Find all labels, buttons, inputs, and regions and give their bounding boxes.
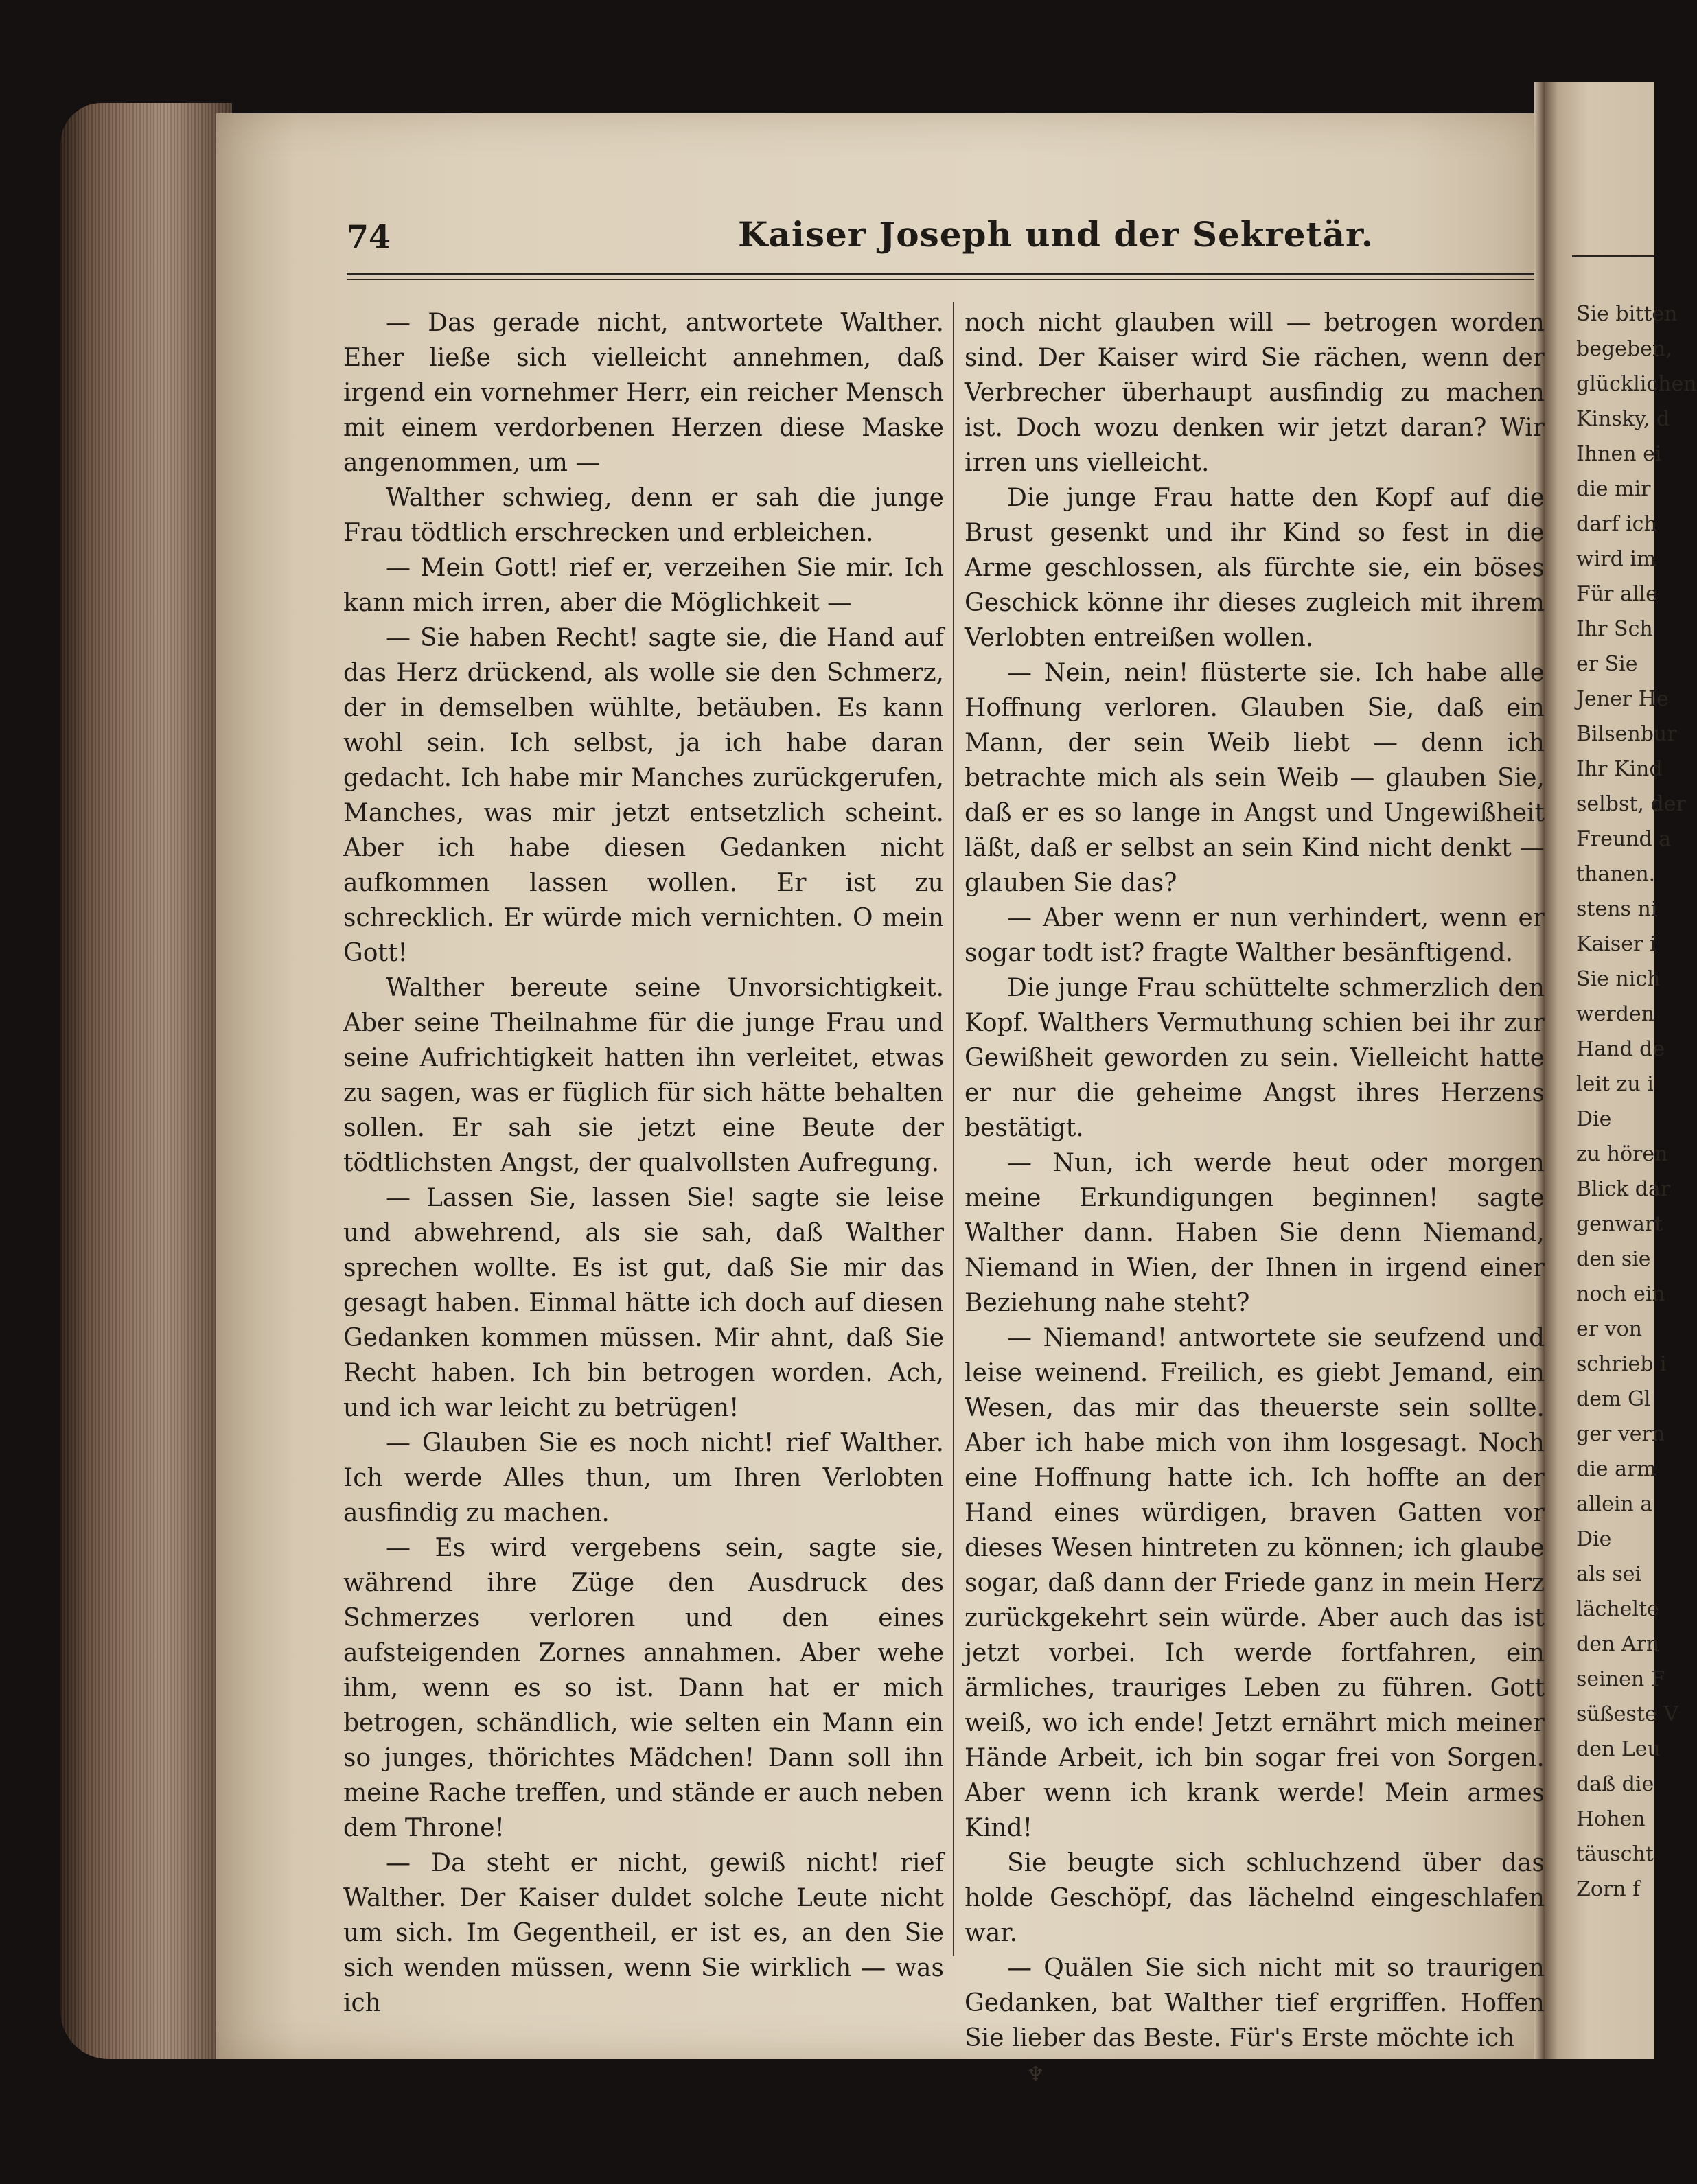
adjacent-page-line: schrieb i bbox=[1576, 1352, 1667, 1376]
adjacent-page-line: als sei bbox=[1576, 1562, 1642, 1586]
running-title: Kaiser Joseph und der Sekretär. bbox=[738, 214, 1374, 255]
paragraph: Walther bereute seine Unvorsichtigkeit. Aber seine Theilnahme für die junge Frau und seine Aufrichtigkeit hatten ihn verleitet, etwas zu sagen, was er füglich für sich hätte behalten sollen. Er sah sie jetzt eine Beute der tödtlichsten Angst, der qualvollsten Aufregung. bbox=[343, 974, 944, 1177]
paragraph: Die junge Frau schüttelte schmerzlich den Kopf. Walthers Vermuthung schien bei ihr zur Gewißheit geworden zu sein. Vielleicht hatte er nur die geheime Angst ihres Herzens bestätigt. bbox=[965, 974, 1545, 1142]
adjacent-page-line: Kaiser i bbox=[1576, 932, 1656, 956]
adjacent-page-line: Kinsky, d bbox=[1576, 407, 1670, 431]
paragraph: noch nicht glauben will — betrogen worden sind. Der Kaiser wird Sie rächen, wenn der Verbrecher überhaupt ausfindig zu machen ist. Doch wozu denken wir jetzt daran? Wir irren uns vielleicht. bbox=[965, 309, 1545, 477]
paragraph: Sie beugte sich schluchzend über das holde Geschöpf, das lächelnd eingeschlafen war. bbox=[965, 1849, 1545, 1947]
paragraph: — Nun, ich werde heut oder morgen meine Erkundigungen beginnen! sagte Walther dann. Haben Sie denn Niemand, Niemand in Wien, der Ihnen in irgend einer Beziehung nahe steht? bbox=[965, 1149, 1545, 1317]
adjacent-page-line: den Leu bbox=[1576, 1737, 1661, 1761]
adjacent-page-line: den Arn bbox=[1576, 1632, 1660, 1656]
adjacent-page-line: wird im bbox=[1576, 547, 1656, 571]
adjacent-page-line: lächelte bbox=[1576, 1597, 1659, 1621]
paragraph: — Aber wenn er nun verhindert, wenn er sogar todt ist? fragte Walther besänftigend. bbox=[965, 904, 1545, 967]
adjacent-page-line: täuscht bbox=[1576, 1842, 1654, 1866]
paragraph: — Mein Gott! rief er, verzeihen Sie mir. Ich kann mich irren, aber die Möglichkeit — bbox=[343, 554, 944, 617]
paragraph: — Es wird vergebens sein, sagte sie, während ihre Züge den Ausdruck des Schmerzes verloren und den eines aufsteigenden Zornes annahmen. Aber wehe ihm, wenn es so ist. Dann hat er mich betrogen, schändlich, wie selten ein Mann ein so junges, thörichtes Mädchen! Dann soll ihn meine Rache treffen, und stände er auch neben dem Throne! bbox=[343, 1534, 944, 1842]
book-page-edges bbox=[60, 103, 232, 2059]
paragraph: — Glauben Sie es noch nicht! rief Walther. Ich werde Alles thun, um Ihren Verlobten ausfindig zu machen. bbox=[343, 1429, 944, 1527]
bottom-mark: ♆ bbox=[1026, 2063, 1045, 2087]
paragraph: Walther schwieg, denn er sah die junge Frau tödtlich erschrecken und erbleichen. bbox=[343, 484, 944, 547]
paragraph: Die junge Frau hatte den Kopf auf die Brust gesenkt und ihr Kind so fest in die Arme geschlossen, als fürchte sie, ein böses Geschick könne ihr dieses zugleich mit ihrem Verlobten entreißen wollen. bbox=[965, 484, 1545, 652]
adjacent-page-line: Hohen bbox=[1576, 1807, 1646, 1831]
adjacent-page-line: Jener He bbox=[1576, 687, 1669, 711]
paragraph: — Niemand! antwortete sie seufzend und leise weinend. Freilich, es giebt Jemand, ein Wesen, das mir das theuerste sein sollte. Aber ich habe mich von ihm losgesagt. Noch eine Hoffnung hatte ich. Ich hoffte an der Hand eines würdigen, braven Gatten vor dieses Wesen hintreten zu können; ich glaube sogar, daß dann der Friede ganz in mein Herz zurückgekehrt sein würde. Aber auch das ist jetzt vorbei. Ich werde fortfahren, ein ärmliches, trauriges Leben zu führen. Gott weiß, wo ich ende! Jetzt ernährt mich meiner Hände Arbeit, ich bin sogar frei von Sorgen. Aber wenn ich krank werde! Mein armes Kind! bbox=[965, 1324, 1545, 1842]
adjacent-page-line: den sie bbox=[1576, 1247, 1651, 1271]
paragraph: — Sie haben Recht! sagte sie, die Hand auf das Herz drückend, als wolle sie den Schmerz, der in demselben wühlte, betäuben. Es kann wohl sein. Ich selbst, ja ich habe daran gedacht. Ich habe mir Manches zurückgerufen, Manches, was mir jetzt entsetzlich scheint. Aber ich habe diesen Gedanken nicht aufkommen lassen wollen. Er ist zu schrecklich. Er würde mich vernichten. O mein Gott! bbox=[343, 624, 944, 967]
adjacent-page-line: glücklichen bbox=[1576, 372, 1697, 396]
adjacent-page-line: begeben, bbox=[1576, 337, 1672, 361]
adjacent-page-line: Ihnen ei bbox=[1576, 442, 1662, 466]
adjacent-page-line: süßeste V bbox=[1576, 1702, 1678, 1726]
adjacent-page-line: Die bbox=[1576, 1527, 1612, 1551]
adjacent-page-line: genwart bbox=[1576, 1212, 1663, 1236]
adjacent-page-line: Hand de bbox=[1576, 1037, 1665, 1061]
page-header bbox=[347, 214, 1534, 273]
header-rule bbox=[347, 273, 1534, 275]
header-rule-thin bbox=[347, 279, 1534, 280]
adjacent-page-line: Die bbox=[1576, 1107, 1612, 1131]
adjacent-page-line: stens ni bbox=[1576, 897, 1658, 921]
paragraph: — Quälen Sie sich nicht mit so traurigen Gedanken, bat Walther tief ergriffen. Hoffen Sie lieber das Beste. Für's Erste möchte ich bbox=[965, 1954, 1545, 2052]
right-text-column bbox=[965, 305, 1545, 2056]
adjacent-page-line: Für alle bbox=[1576, 582, 1658, 606]
adjacent-page-rule bbox=[1572, 255, 1654, 257]
adjacent-page-line: Zorn f bbox=[1576, 1877, 1641, 1901]
adjacent-page-line: selbst, der bbox=[1576, 792, 1686, 816]
adjacent-page-line: Freund a bbox=[1576, 827, 1672, 851]
adjacent-page-line: Bilsenbur bbox=[1576, 722, 1677, 746]
adjacent-page-line: seinen F bbox=[1576, 1667, 1665, 1691]
paragraph: — Nein, nein! flüsterte sie. Ich habe alle Hoffnung verloren. Glauben Sie, daß ein Mann, der sein Weib liebt — denn ich betrachte mich als sein Weib — glauben Sie, daß er es so lange in Angst und Ungewißheit läßt, daß er selbst an sein Kind nicht denkt — glauben Sie das? bbox=[965, 659, 1545, 897]
adjacent-page-line: leit zu i bbox=[1576, 1072, 1654, 1096]
adjacent-page-line: Sie bitten bbox=[1576, 302, 1678, 326]
paragraph: — Da steht er nicht, gewiß nicht! rief Walther. Der Kaiser duldet solche Leute nicht um sich. Im Gegentheil, er ist es, an den Sie sich wenden müssen, wenn Sie wirklich — was ich bbox=[343, 1849, 944, 2017]
adjacent-page-line: Blick dar bbox=[1576, 1177, 1671, 1201]
paragraph: — Das gerade nicht, antwortete Walther. Eher ließe sich vielleicht annehmen, daß irgend ein vornehmer Herr, ein reicher Mensch mit einem verdorbenen Herzen diese Maske angenommen, um — bbox=[343, 309, 944, 477]
paragraph: — Lassen Sie, lassen Sie! sagte sie leise und abwehrend, als sie sah, daß Walther sprechen wollte. Es ist gut, daß Sie mir das gesagt haben. Einmal hätte ich doch auf diesen Gedanken kommen müssen. Mir ahnt, daß Sie Recht haben. Ich bin betrogen worden. Ach, und ich war leicht zu betrügen! bbox=[343, 1184, 944, 1422]
adjacent-page-line: die mir bbox=[1576, 477, 1651, 501]
adjacent-page-line: er Sie bbox=[1576, 652, 1638, 676]
adjacent-page-line: zu hören bbox=[1576, 1142, 1668, 1166]
adjacent-page-line: allein a bbox=[1576, 1492, 1653, 1516]
adjacent-page-line: werden bbox=[1576, 1002, 1655, 1026]
adjacent-page-line: er von bbox=[1576, 1317, 1642, 1341]
adjacent-page-line: noch ein bbox=[1576, 1282, 1665, 1306]
adjacent-page-line: Sie nich bbox=[1576, 967, 1661, 991]
adjacent-page-line: Ihr Sch bbox=[1576, 617, 1653, 641]
adjacent-page-line: Ihr Kind bbox=[1576, 757, 1663, 781]
page-number: 74 bbox=[347, 218, 391, 255]
adjacent-page-line: thanen. bbox=[1576, 862, 1656, 886]
adjacent-page-line: darf ich bbox=[1576, 512, 1657, 536]
adjacent-page-line: die arm bbox=[1576, 1457, 1656, 1481]
adjacent-page-line: ger vern bbox=[1576, 1422, 1665, 1446]
adjacent-page-line: daß die bbox=[1576, 1772, 1654, 1796]
column-divider bbox=[953, 302, 954, 1956]
left-text-column bbox=[343, 305, 944, 2021]
adjacent-page-line: dem Gl bbox=[1576, 1387, 1651, 1411]
